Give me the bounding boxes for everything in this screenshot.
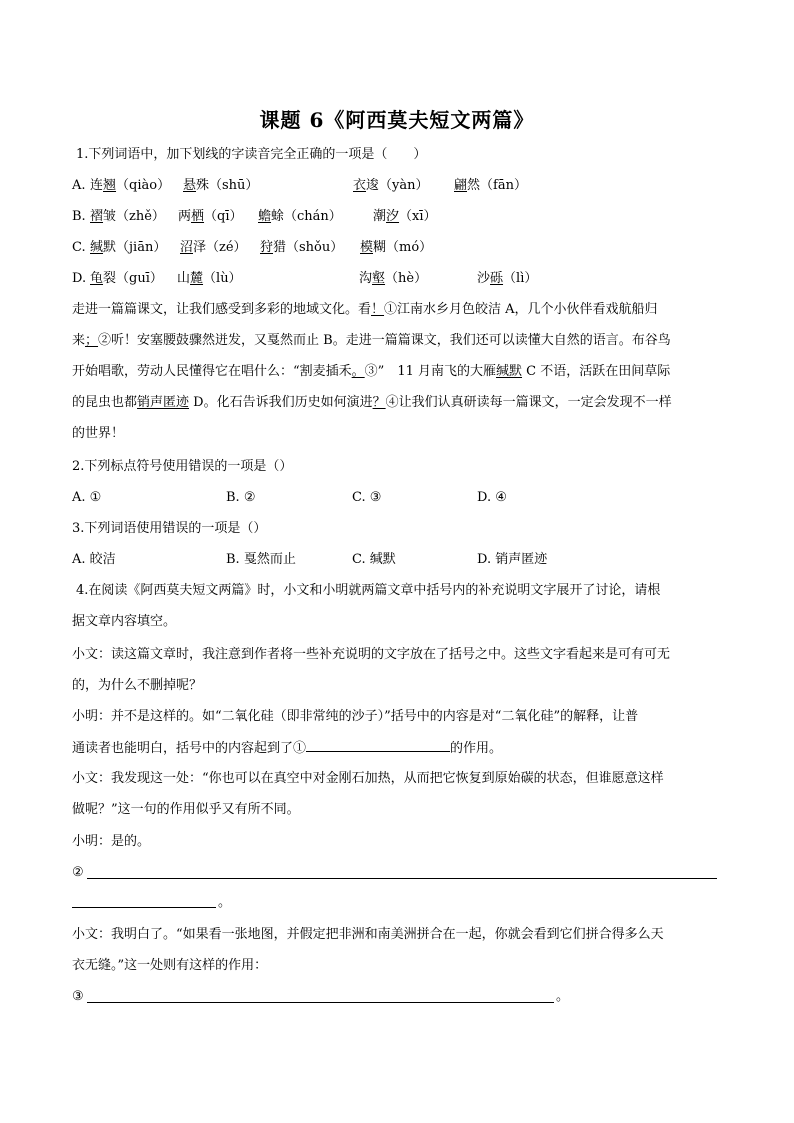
q1-option-b-label: B. [72, 209, 86, 224]
q1-option-a-item-4: 翩然（fān） [454, 178, 527, 193]
q1-option-c-item-4: 模糊（mó） [360, 240, 433, 255]
page-title: 课题 6《阿西莫夫短文两篇》 [259, 108, 535, 132]
q1-option-d-label: D. [72, 271, 87, 286]
dialogue-xiaoming-4: 小明：是的。 [72, 834, 151, 849]
q1-option-d-item-2: 山麓（lù） [177, 271, 242, 286]
q1-option-b-item-2: 两栖（qī） [178, 209, 243, 224]
answer-blank-1[interactable] [306, 739, 450, 752]
passage-line-2: 来；②听！安塞腰鼓骤然迸发，又戛然而止 B。走进一篇篇课文，我们还可以读懂大自然的语言。布谷鸟 [72, 333, 671, 348]
q3-option-d: D. 销声匿迹 [477, 552, 548, 567]
dialogue-xiaowen-3b: 做呢？”这一句的作用似乎又有所不同。 [72, 802, 300, 817]
q1-stem: 1.下列词语中，加下划线的字读音完全正确的一项是（ ） [76, 147, 427, 162]
q1-option-d-item-4: 沙砾（lì） [477, 271, 538, 286]
q3-stem: 3.下列词语使用错误的一项是（） [72, 521, 267, 536]
q1-option-b-item-1: 褶皱（zhě） [90, 209, 165, 224]
q1-option-d-item-3: 沟壑（hè） [359, 271, 428, 286]
q1-option-c-item-1: 缄默（jiān） [90, 240, 167, 255]
q1-option-a-item-3: 衣逡（yàn） [353, 178, 429, 193]
answer-2-marker: ② [72, 865, 84, 880]
answer-3-marker: ③ [72, 989, 84, 1004]
dialogue-xiaowen-5b: 衣无缝。”这一处则有这样的作用： [72, 958, 268, 973]
q1-option-b-item-4: 潮汐（xī） [373, 209, 437, 224]
answer-blank-3[interactable] [87, 1002, 554, 1003]
dialogue-xiaowen-1b: 的，为什么不删掉呢？ [72, 678, 203, 693]
q1-option-a-item-1: 连翘（qiào） [90, 178, 171, 193]
q4-stem-line-1: 4.在阅读《阿西莫夫短文两篇》时，小文和小明就两篇文章中括号内的补充说明文字展开了讨论，请根 [76, 583, 661, 598]
q3-option-a: A. 皎洁 [72, 552, 116, 567]
q2-option-a: A. ① [72, 490, 102, 505]
answer-blank-2-line-1[interactable] [87, 878, 717, 879]
passage-line-3: 开始唱歌，劳动人民懂得它在唱什么：“割麦插禾。③” 11 月南飞的大雁缄默 C 不语，活跃在田间草际 [72, 364, 671, 379]
answer-blank-2-line-2[interactable] [72, 907, 216, 908]
q1-option-a-label: A. [72, 178, 86, 193]
q3-option-b: B. 戛然而止 [226, 552, 296, 567]
q1-option-d-item-1: 龟裂（guī） [90, 271, 163, 286]
q4-stem-line-2: 据文章内容填空。 [72, 614, 177, 629]
answer-3-period: 。 [556, 989, 570, 1004]
q1-option-b-item-3: 蟾蜍（chán） [258, 209, 342, 224]
q2-option-d: D. ④ [477, 490, 507, 505]
answer-2-period: 。 [218, 895, 232, 910]
passage-line-5: 的世界！ [72, 426, 125, 441]
q1-option-c-item-2: 沼泽（zé） [180, 240, 247, 255]
q1-option-a-item-2: 悬殊（shū） [183, 178, 259, 193]
q2-stem: 2.下列标点符号使用错误的一项是（） [72, 459, 293, 474]
passage-line-4: 的昆虫也都销声匿迹 D。化石告诉我们历史如何演进？④让我们认真研读每一篇课文，一定会发现不一样 [72, 395, 672, 410]
dialogue-xiaoming-2b: 通读者也能明白，括号中的内容起到了① 的作用。 [72, 741, 503, 756]
q2-option-c: C. ③ [352, 490, 382, 505]
q2-option-b: B. ② [226, 490, 256, 505]
dialogue-xiaowen-1a: 小文：读这篇文章时，我注意到作者将一些补充说明的文字放在了括号之中。这些文字看起来是可有可无 [72, 647, 671, 662]
passage-line-1: 走进一篇篇课文，让我们感受到多彩的地域文化。看！①江南水乡月色皎洁 A，几个小伙伴看戏航船归 [72, 302, 658, 317]
dialogue-xiaowen-5a: 小文：我明白了。“如果看一张地图，并假定把非洲和南美洲拼合在一起，你就会看到它们拼合得多么天 [72, 927, 664, 942]
q3-option-c: C. 缄默 [352, 552, 396, 567]
dialogue-xiaoming-2a: 小明：并不是这样的。如“二氧化硅（即非常纯的沙子）”括号中的内容是对“二氧化硅”的解释，让普 [72, 709, 639, 724]
dialogue-xiaowen-3a: 小文：我发现这一处：“你也可以在真空中对金刚石加热，从而把它恢复到原始碳的状态，但谁愿意这样 [72, 771, 664, 786]
q1-option-c-label: C. [72, 240, 86, 255]
q1-option-c-item-3: 狩猎（shǒu） [260, 240, 344, 255]
